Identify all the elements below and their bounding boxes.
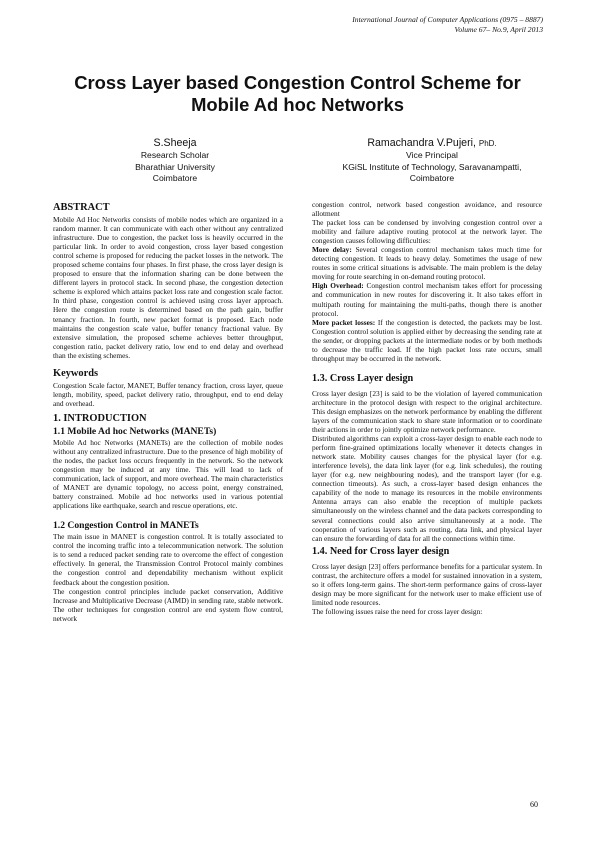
author-city: Coimbatore: [409, 173, 455, 183]
author-block-1: [80, 137, 270, 185]
high-overhead-label: High Overhead:: [312, 281, 364, 291]
section-1-4-heading: 1.4. Need for Cross layer design: [312, 545, 450, 557]
author-block-2: [312, 137, 552, 185]
title-line-1: Cross Layer based Congestion Control Scheme for: [74, 72, 521, 93]
abstract-text: Mobile Ad Hoc Networks consists of mobile nodes which are organized in a random manner. It can communicate with each other without any centralized infrastructure. Due to congestion, the packet loss is heavily occurred in the particular link. In order to avoid congestion, cross layer based congestion control scheme is proposed for reducing the packet losses in the network. The proposed scheme contains four phases. In first phase, the cross layer design is proposed to ensure that the information sharing can be done between the different layers in protocol stack. In second phase, the congestion detection scheme is explored which attains packet loss rate and congestion scale factor. In third phase, congestion control is achieved using cross layer approach. Here the congestion route is determined based on the path gain, buffer tenancy fraction. In fourth, new packet format is proposed. Each node maintains the congestion scale value, buffer tenancy fractional value. By extensive simulation, the proposed scheme achieves better throughput, congestion ratio, packet delivery ratio, low end to end delay and overhead than the existing schemes.: [53, 215, 283, 360]
journal-volume: Volume 67– No.9, April 2013: [454, 25, 543, 34]
packet-losses-label: More packet losses:: [312, 317, 376, 327]
paper-title: [40, 72, 555, 116]
author-name: S.Sheeja: [153, 137, 197, 149]
author-position: Vice Principal: [406, 150, 458, 160]
right-column: [312, 200, 542, 616]
section-1-2-text: The main issue in MANET is congestion control. It is totally associated to control the incoming traffic into a telecommunication network. The solution is to send a reduced packet sending rate to overcome the effect of congestion effectively. In general, the Transmission Control Protocol mainly combines the congestion control and dependability mechanism without explicit feedback about the congestion position.: [53, 532, 283, 587]
left-column: [53, 200, 283, 623]
page-number: 60: [530, 800, 538, 809]
section-1-1-text: Mobile Ad hoc Networks (MANETs) are the collection of mobile nodes without any centralized infrastructure. Due to the presence of high mobility of the nodes, the packet loss occurs frequently in the network. So the network congestion may be induced at any time. This will lead to lack of communication, lack of support, and more overhead. The main characteristics of MANET are dynamic topology, no access point, energy constrained, battery constrained. Mobile ad hoc networks used in various potential applications like earthquake, search and rescue operations, etc.: [53, 437, 283, 511]
keywords-text: Congestion Scale factor, MANET, Buffer tenancy fraction, cross layer, queue length, mobility, speed, packet delivery ratio, throughput, end to end delay and overhead.: [53, 380, 283, 408]
packet-losses-item: [312, 318, 542, 363]
author-degree: PhD.: [478, 139, 497, 148]
title-line-2: Mobile Ad hoc Networks: [191, 94, 404, 115]
high-overhead-text: Congestion control mechanism takes effort for processing and communication in new routes for discovering it. It also takes effort in multipath routing for maintaining the multi-paths, though there is another protocol.: [312, 281, 543, 318]
more-delay-item: [312, 245, 542, 281]
journal-name: International Journal of Computer Applications (0975 – 8887): [352, 15, 543, 24]
section-1-1-heading: 1.1 Mobile Ad hoc Networks (MANETs): [53, 425, 217, 437]
more-delay-label: More delay:: [312, 245, 352, 255]
section-1-3-text-cont: Distributed algorithms can exploit a cross-layer design to enable each node to perform fine-grained optimizations locally whenever it detects changes in network state. Mobility causes changes for the physical layer (for e.g. interference levels), the data link layer (for e.g. link schedules), the routing layer (for e.g. new neighbouring nodes), and the transport layer (for e.g. connection timeouts). As such, a cross-layer based design enhances the capability of the node to manage its resources in the mobile environments Antenna arrays can also enable the reception of multiple packets simultaneously on the wireless channel and the data packets corresponding to several connections could also arrive simultaneously at a node. The cooperation of various layers such as routing, data link, and physical layer can ensure the forwarding of data for all the connections within time.: [312, 434, 542, 543]
journal-header: [352, 15, 543, 35]
packet-losses-text: If the congestion is detected, the packets may be lost. Congestion control solution is applied either by decreasing the sending rate at the sender, or dropping packets at the intermediate nodes or by both methods to decrease the traffic load. If the high packet loss rate occurs, small throughput may be occurred in the network.: [312, 317, 542, 363]
author-affiliation: Bharathiar University: [135, 161, 215, 172]
section-1-3-heading: 1.3. Cross Layer design: [312, 372, 414, 384]
paragraph: The packet loss can be condensed by involving congestion control over a mobility and failure adaptive routing protocol at the network layer. The congestion causes following difficulties:: [312, 218, 542, 246]
high-overhead-item: [312, 281, 542, 317]
author-city: Coimbatore: [152, 173, 198, 183]
abstract-heading: ABSTRACT: [53, 202, 110, 213]
author-position: Research Scholar: [140, 150, 210, 160]
section-1-4-text: Cross layer design [23] offers performance benefits for a particular system. In contrast, the architecture offers a model for sustained innovation in a system, so it offers long-term gains. The short-term performance gains of cross-layer design may be more significant for the network user to make efficient use of limited node resources.: [312, 561, 542, 607]
paragraph: congestion control, network based congestion avoidance, and resource allotment: [312, 200, 542, 219]
section-1-3-text: Cross layer design [23] is said to be the violation of layered communication architecture in the protocol design with respect to the original architecture. This design emphasizes on the network performance by enabling the different layers of the communication stack to share state information or to coordinate their actions in order to jointly optimize network performance.: [312, 388, 542, 435]
section-1-2-text-cont: The congestion control principles include packet conservation, Additive Increase and Multiplicative Decrease (AIMD) in sending rate, stable network. The other techniques for congestion control are end system flow control, network: [53, 586, 283, 623]
introduction-heading: 1. INTRODUCTION: [53, 412, 147, 424]
section-1-2-heading: 1.2 Congestion Control in MANETs: [53, 520, 199, 532]
section-1-4-text-cont: The following issues raise the need for cross layer design:: [312, 606, 483, 616]
keywords-heading: Keywords: [53, 367, 99, 379]
more-delay-text: Several congestion control mechanism takes much time for detecting congestion. It leads to heavy delay. Sometimes the usage of new routes in some critical situations is advisable. The main problem is the delay moving for route searching in on-demand routing protocol.: [312, 245, 543, 282]
author-name: Ramachandra V.Pujeri, PhD.: [367, 137, 497, 149]
author-affiliation: KGiSL Institute of Technology, Saravanampatti,: [342, 161, 522, 172]
